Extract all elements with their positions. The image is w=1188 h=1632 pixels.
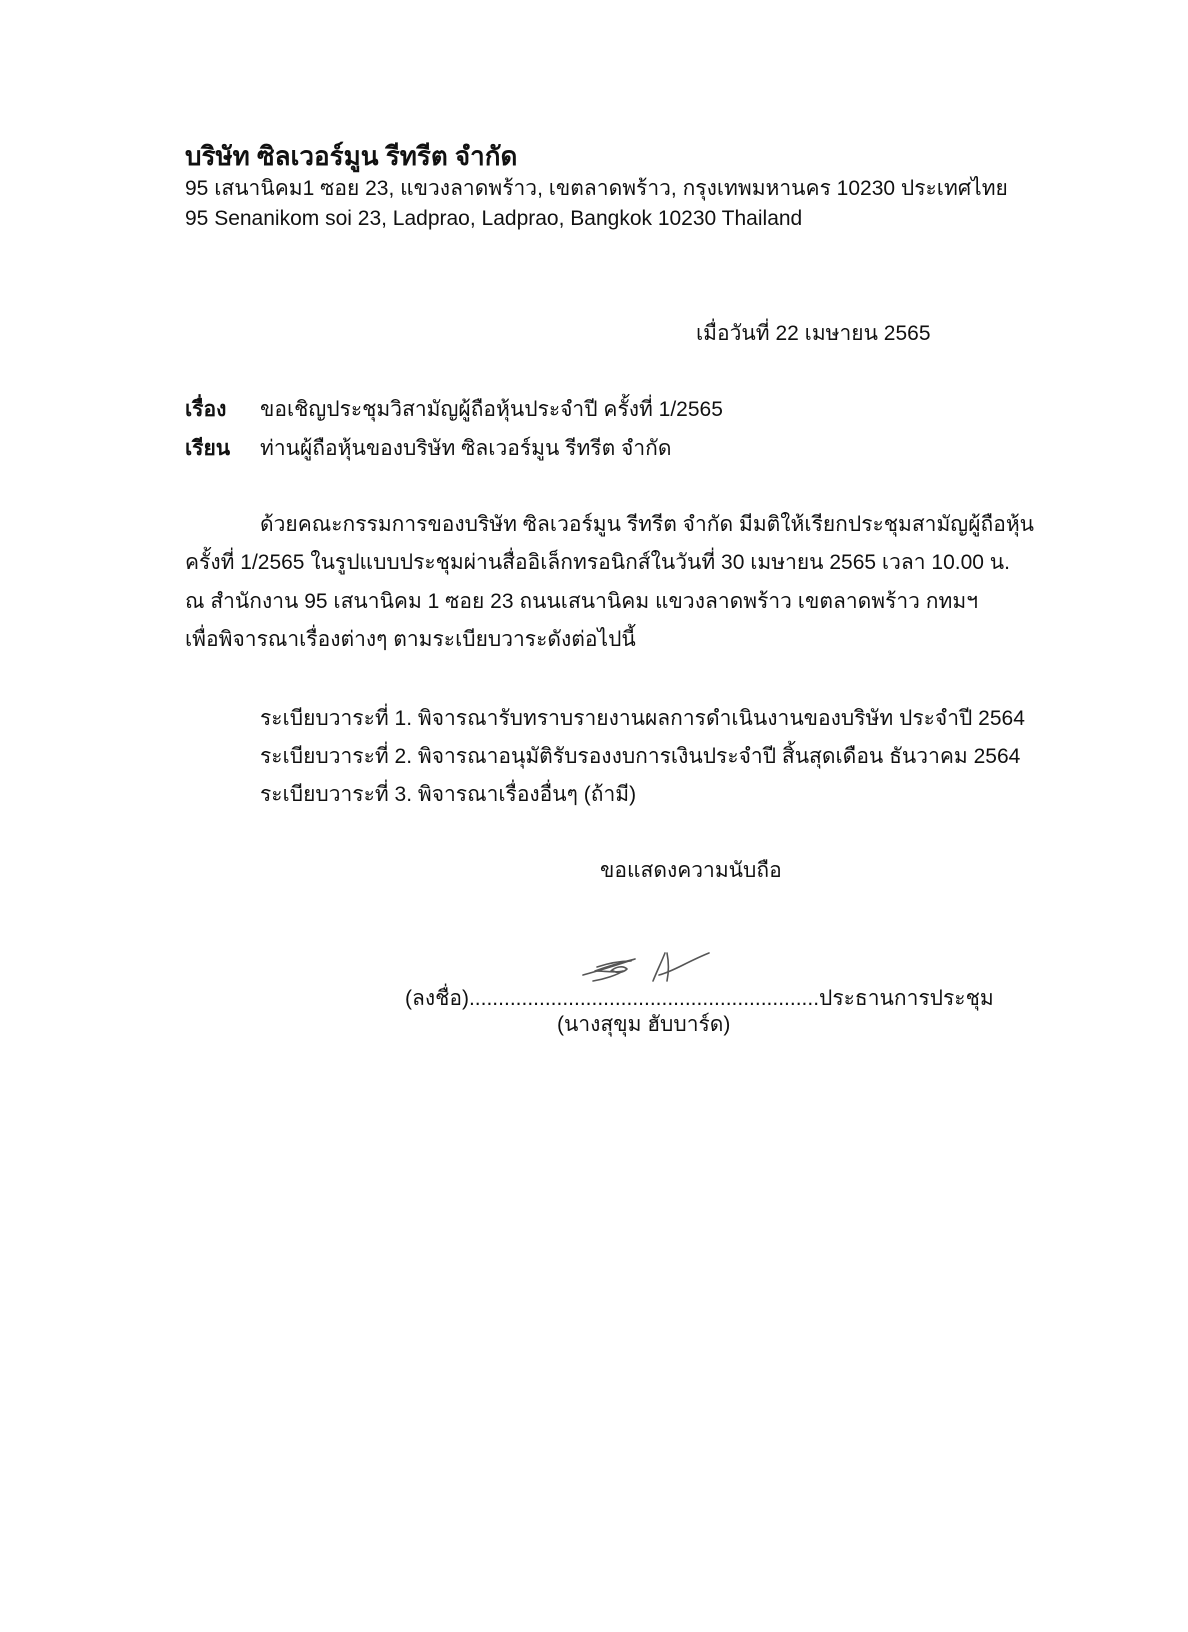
subject-text: ขอเชิญประชุมวิสามัญผู้ถือหุ้นประจำปี ครั้งที่ 1/2565 (260, 398, 723, 421)
company-address-english: 95 Senanikom soi 23, Ladprao, Ladprao, Bangkok 10230 Thailand (185, 207, 803, 230)
recipient-label: เรียน (185, 437, 231, 460)
closing-phrase: ขอแสดงความนับถือ (600, 859, 782, 882)
company-address-thai: 95 เสนานิคม1 ซอย 23, แขวงลาดพร้าว, เขตลาดพร้าว, กรุงเทพมหานคร 10230 ประเทศไทย (185, 177, 1008, 200)
recipient-text: ท่านผู้ถือหุ้นของบริษัท ซิลเวอร์มูน รีทรีต จำกัด (260, 437, 672, 460)
signatory-name: (นางสุขุม ฮับบาร์ด) (557, 1013, 731, 1036)
agenda-item: ระเบียบวาระที่ 1. พิจารณารับทราบรายงานผลการดำเนินงานของบริษัท ประจำปี 2564 (260, 707, 1025, 730)
body-line: ณ สำนักงาน 95 เสนานิคม 1 ซอย 23 ถนนเสนานิคม แขวงลาดพร้าว เขตลาดพร้าว กทมฯ (185, 590, 978, 613)
letter-date: เมื่อวันที่ 22 เมษายน 2565 (696, 322, 931, 345)
agenda-item: ระเบียบวาระที่ 2. พิจารณาอนุมัติรับรองงบการเงินประจำปี สิ้นสุดเดือน ธันวาคม 2564 (260, 745, 1021, 768)
agenda-item: ระเบียบวาระที่ 3. พิจารณาเรื่องอื่นๆ (ถ้ามี) (260, 783, 637, 806)
handwritten-signature (575, 945, 715, 987)
company-name: บริษัท ซิลเวอร์มูน รีทรีต จำกัด (185, 141, 518, 171)
subject-label: เรื่อง (185, 398, 227, 421)
signature-line: (ลงชื่อ)............................................................ประธานการประชุม (405, 987, 994, 1010)
body-line: ครั้งที่ 1/2565 ในรูปแบบประชุมผ่านสื่ออิเล็กทรอนิกส์ในวันที่ 30 เมษายน 2565 เวลา 10.00 น. (185, 551, 1010, 574)
body-line: เพื่อพิจารณาเรื่องต่างๆ ตามระเบียบวาระดังต่อไปนี้ (185, 628, 636, 651)
body-line: ด้วยคณะกรรมการของบริษัท ซิลเวอร์มูน รีทรีต จำกัด มีมติให้เรียกประชุมสามัญผู้ถือหุ้น (260, 513, 1035, 536)
